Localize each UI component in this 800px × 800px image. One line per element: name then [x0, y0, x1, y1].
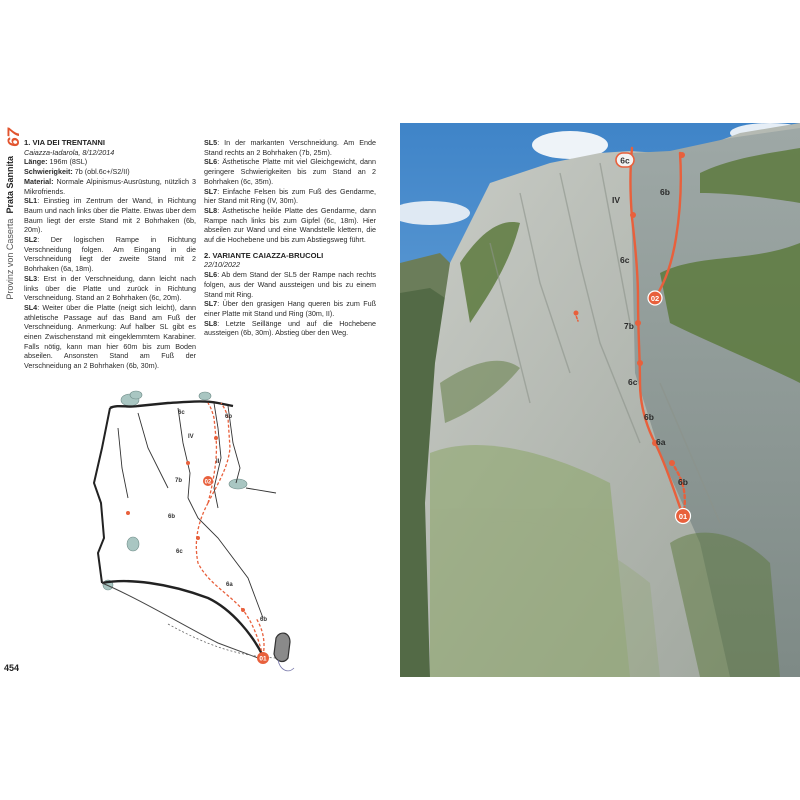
pitch-sl2	[24, 235, 196, 274]
pitch-label: SL8	[204, 205, 218, 215]
sketch-grade: 6a	[226, 582, 233, 588]
photo-grade: 6b	[660, 187, 670, 197]
route1-title: 1. VIA DEI TRENTANNI	[24, 138, 106, 147]
pitch-sl1	[24, 196, 196, 235]
photo-stand-02	[648, 291, 662, 305]
pitch-sl6	[204, 157, 376, 186]
sidebar-page-number: 67	[4, 128, 23, 147]
photo-grade: IV	[612, 195, 621, 205]
pitch-sl3	[24, 274, 196, 303]
svg-text:02: 02	[650, 294, 660, 303]
photo-grade-6c-top	[616, 153, 634, 167]
pitch-sl5	[204, 138, 376, 157]
sketch-grade: IV	[188, 434, 194, 440]
pitch-label: SL6	[204, 270, 218, 280]
difficulty-value: 7b (obl.6c+/S2/II)	[72, 167, 130, 177]
variant-sl8	[204, 319, 376, 338]
sketch-grade: 7b	[175, 478, 183, 484]
pitch-label: SL4	[24, 302, 38, 312]
pitch-label: SL7	[204, 299, 218, 309]
pitch-label: SL8	[204, 318, 218, 328]
length-value: 196m (8SL)	[47, 157, 88, 167]
svg-text:6c: 6c	[620, 155, 630, 166]
material-label: Material:	[24, 176, 54, 186]
sidebar-region: Provinz von Caserta	[5, 218, 15, 300]
pitch-text: : Einfache Felsen bis zum Fuß des Gendarme, hier Stand mit Ring (IV, 30m).	[204, 186, 376, 206]
sketch-stand-01	[257, 652, 269, 664]
sidebar-location	[5, 156, 15, 300]
sketch-grade: 6c	[178, 410, 185, 416]
sketch-grade: II	[216, 459, 220, 465]
pitch-label: SL6	[204, 157, 218, 167]
route1-difficulty	[24, 167, 196, 177]
pitch-text: : Letzte Seillänge und auf die Hochebene aussteigen (6b, 30m). Abstieg über den Weg.	[204, 318, 376, 338]
pitch-text: : Ab dem Stand der SL5 der Rampe nach rechts folgen, aus der Wand aussteigen und bis zu einem Stand mit Ring.	[204, 270, 376, 299]
pitch-label: SL5	[204, 138, 218, 147]
route2-date: 22/10/2022	[204, 260, 240, 270]
pitch-label: SL2	[24, 235, 38, 245]
pitch-text: : Der logischen Rampe in Richtung Verschneidung folgen. Am Eingang in die Verschneidung liegt der zweite Stand mit 2 Bohrhaken (6a, 18m).	[24, 235, 196, 274]
sidebar-place: Prata Sannita	[5, 156, 15, 214]
text-column-2	[204, 138, 376, 338]
sidebar	[4, 128, 23, 428]
svg-text:01: 01	[259, 655, 267, 663]
footer-page-number: 454	[4, 663, 20, 673]
pitch-text: : Ästhetische Platte mit viel Gleichgewicht, dann geringere Schwierigkeiten bis zum Stand an 2 Bohrhaken (6c, 35m).	[204, 157, 376, 186]
sketch-stand-02	[203, 476, 213, 486]
pitch-text: : In der markanten Verschneidung. Am Ende Stand rechts an 2 Bohrhaken (7b, 25m).	[204, 138, 376, 157]
photo-grade: 6c	[628, 377, 638, 387]
length-label: Länge:	[24, 157, 48, 167]
pitch-text: : Über den grasigen Hang queren bis zum Fuß einer Platte mit Stand und Ring (30m, II).	[204, 299, 376, 318]
route1-material	[24, 177, 196, 196]
route-line	[196, 403, 264, 656]
pitch-sl8	[204, 206, 376, 245]
difficulty-label: Schwierigkeit:	[24, 167, 73, 177]
variant-sl6	[204, 270, 376, 299]
rock-detail	[118, 403, 276, 618]
photo-grade: 6b	[678, 477, 688, 487]
route2-title: 2. VARIANTE CAIAZZA-BRUCOLI	[204, 250, 324, 260]
cliff-photo	[400, 123, 800, 677]
pitch-text: : Einstieg im Zentrum der Wand, in Richtung Baum und nach links über die Platte. Etwas über dem Baum liegt der erste Stand mit 2 Bohrhaken (6b, 20m).	[24, 196, 196, 235]
sketch-grade: 6c	[176, 549, 183, 555]
sketch-grade: 6b	[168, 514, 176, 520]
svg-text:01: 01	[678, 512, 688, 521]
photo-grade: 6a	[656, 437, 666, 447]
sketch-grade: 6b	[260, 617, 268, 623]
pitch-sl4	[24, 303, 196, 371]
tree-icons	[103, 391, 247, 590]
photo-grade: 6b	[644, 412, 654, 422]
route1-first-ascent: Caiazza-Iadarola, 8/12/2014	[24, 147, 115, 157]
photo-grade: 6c	[620, 255, 630, 265]
route1-length	[24, 157, 196, 167]
pitch-label: SL1	[24, 196, 38, 206]
pitch-text: : Erst in der Verschneidung, dann leicht nach links über die Platte und zurück in Richtung Verschneidung. Stand an 2 Bohrhaken (6c, 20m).	[24, 273, 196, 303]
photo-grade: 7b	[624, 321, 634, 331]
pitch-label: SL7	[204, 186, 218, 196]
material-value: Normale Alpinismus-Ausrüstung, nützlich 3 Mikrofriends.	[24, 176, 196, 196]
svg-text:02: 02	[204, 479, 212, 486]
pitch-sl7	[204, 187, 376, 206]
route-topo-sketch	[18, 388, 308, 678]
pitch-text: : Weiter über die Platte (neigt sich leicht), dann athletische Passage auf das Band am Fuß der Verschneidung. Anmerkung: Auf halber SL gibt es einen Zwischenstand mit eingeklemmtem Karabiner. Falls nötig, kann man hier 60m bis zum Boden abseilen. Ansonsten Stand am Fuß der Verschneidung an 2 Bohrhaken (6b, 30m).	[24, 302, 196, 371]
variant-sl7	[204, 299, 376, 318]
pitch-label: SL3	[24, 273, 38, 283]
photo-stand-01	[676, 509, 691, 524]
pitch-text: : Ästhetische heikle Platte des Gendarme, dann Rampe nach links bis zum Gipfel (6c, 18m). Hier abseilen zur Wand und eine Wandstelle klettern, die auf die Hochebene und bis zum Abstiegsweg führt.	[204, 205, 376, 245]
sketch-grade: 6b	[225, 414, 233, 420]
text-column-1	[24, 138, 196, 371]
